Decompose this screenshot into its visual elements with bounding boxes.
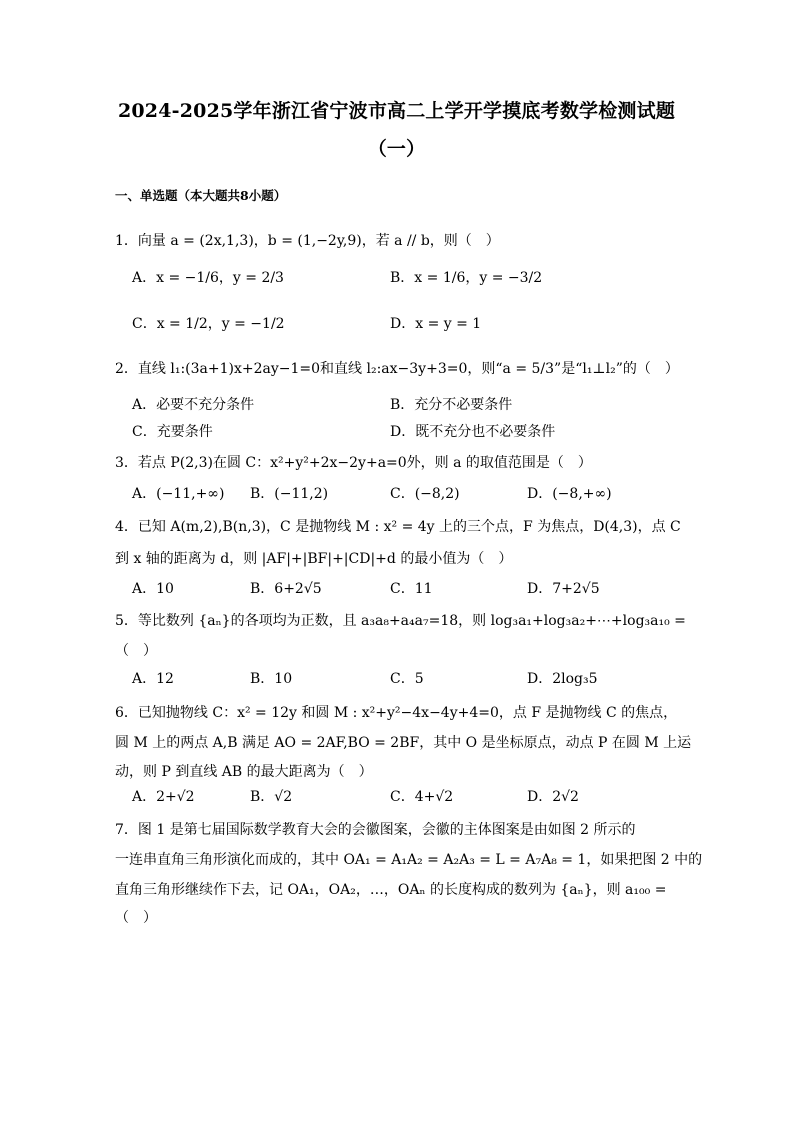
question-3-option-c: C．(−8,2) [390,486,460,502]
question-3-option-a: A．(−11,+∞) [132,486,225,502]
question-5-stem-line-1: 5．等比数列 {aₙ}的各项均为正数，且 a₃a₈+a₄a₇=18，则 log₃a₁+log₃a₂+⋯+log₃a₁₀ = [115,613,686,629]
question-2-stem: 2．直线 l₁:(3a+1)x+2ay−1=0和直线 l₂:ax−3y+3=0，则“a = 5/3”是“l₁⊥l₂”的（ ） [115,361,679,377]
question-1-option-d: D．x = y = 1 [390,316,482,332]
question-6-option-d: D．2√2 [527,789,579,805]
question-4-stem-line-1: 4．已知 A(m,2),B(n,3)，C 是抛物线 M : x² = 4y 上的三个点，F 为焦点，D(4,3)，点 C [115,519,681,535]
question-7-stem-line-1: 7．图 1 是第七届国际数学教育大会的会徽图案，会徽的主体图案是由如图 2 所示的 [115,822,636,838]
question-2-option-c: C．充要条件 [132,424,213,440]
question-7-stem-line-3: 直角三角形继续作下去，记 OA₁，OA₂，…，OAₙ 的长度构成的数列为 {aₙ}，则 a₁₀₀ = [115,882,667,898]
section-heading: 一、单选题（本大题共8小题） [115,188,287,203]
question-2-option-a: A．必要不充分条件 [132,397,255,413]
question-3-option-d: D．(−8,+∞) [527,486,612,502]
question-6-stem-line-2: 圆 M 上的两点 A,B 满足 AO = 2AF,BO = 2BF，其中 O 是坐标原点，动点 P 在圆 M 上运 [115,735,692,751]
question-4-stem-line-2: 到 x 轴的距离为 d，则 |AF|+|BF|+|CD|+d 的最小值为（ ） [115,551,513,567]
question-6-option-c: C．4+√2 [390,789,454,805]
question-5-option-c: C．5 [390,671,424,687]
question-6-option-b: B．√2 [250,789,293,805]
question-1-stem: 1．向量 a = (2x,1,3)，b = (1,−2y,9)，若 a // b，则（ ） [115,233,500,249]
question-6-stem-line-1: 6．已知抛物线 C：x² = 12y 和圆 M : x²+y²−4x−4y+4=0，点 F 是抛物线 C 的焦点， [115,705,678,721]
question-5-stem-line-2: （ ） [115,643,157,659]
question-3-option-b: B．(−11,2) [250,486,329,502]
question-1-option-a: A．x = −1/6，y = 2/3 [132,270,284,286]
question-2-option-b: B．充分不必要条件 [390,397,513,413]
question-5-option-d: D．2log₃5 [527,671,598,687]
question-7-stem-line-2: 一连串直角三角形演化而成的，其中 OA₁ = A₁A₂ = A₂A₃ = L = A₇A₈ = 1，如果把图 2 中的 [115,852,703,868]
exam-title: 2024-2025学年浙江省宁波市高二上学开学摸底考数学检测试题 [117,100,676,122]
exam-title-sub: （一） [367,138,426,160]
question-6-stem-line-3: 动，则 P 到直线 AB 的最大距离为（ ） [115,764,373,780]
question-2-option-d: D．既不充分也不必要条件 [390,424,556,440]
question-4-option-a: A．10 [132,581,174,597]
question-1-option-b: B．x = 1/6，y = −3/2 [390,270,543,286]
question-3-stem: 3．若点 P(2,3)在圆 C：x²+y²+2x−2y+a=0外，则 a 的取值范围是（ ） [115,455,592,471]
question-1-option-c: C．x = 1/2，y = −1/2 [132,316,285,332]
question-5-option-b: B．10 [250,671,293,687]
question-5-option-a: A．12 [132,671,174,687]
question-4-option-b: B．6+2√5 [250,581,322,597]
question-6-option-a: A．2+√2 [132,789,195,805]
question-4-option-c: C．11 [390,581,433,597]
question-4-option-d: D．7+2√5 [527,581,600,597]
question-7-stem-line-4: （ ） [115,910,157,926]
